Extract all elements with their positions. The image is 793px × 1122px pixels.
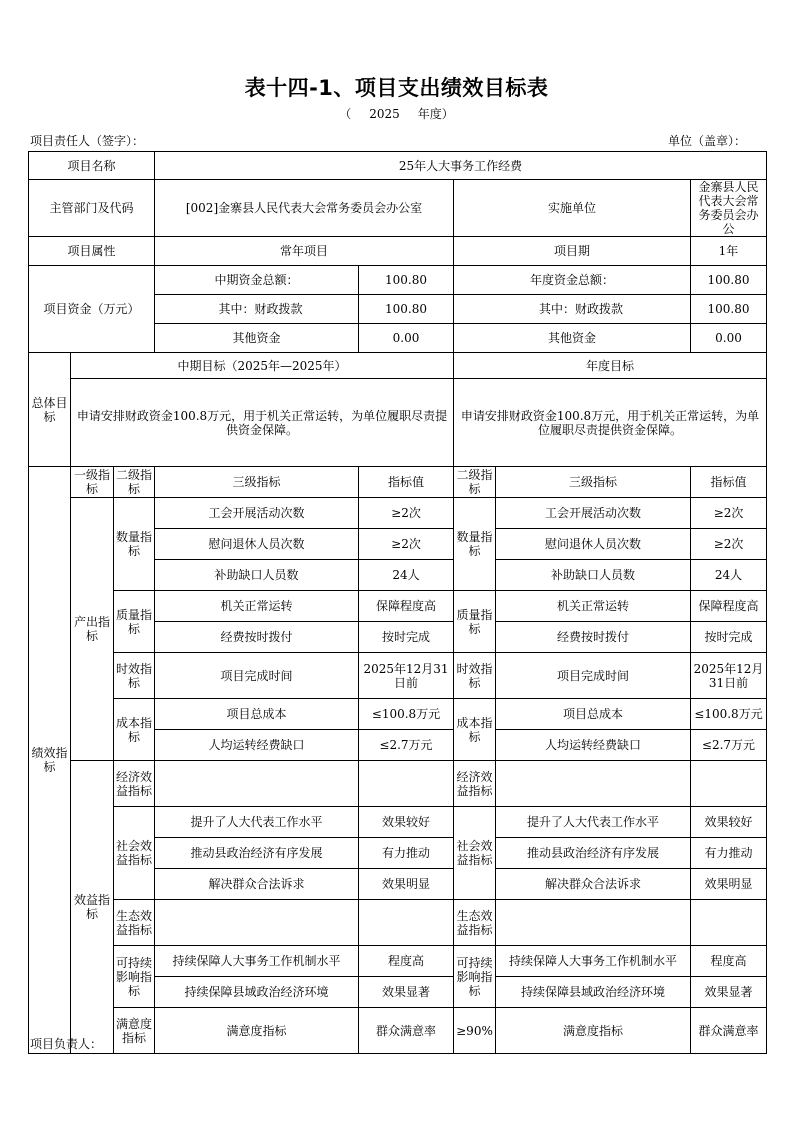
sat1-name: 群众满意率 xyxy=(359,1008,454,1054)
t1-value-year: 2025年12月31日前 xyxy=(691,653,767,699)
impl-unit-value: 金寨县人民代表大会常务委员会办公 xyxy=(691,180,767,237)
q2-name-year: 慰问退休人员次数 xyxy=(496,529,691,560)
q1-name-year: 工会开展活动次数 xyxy=(496,498,691,529)
q3-value: 24人 xyxy=(359,560,454,591)
ql2-name-year: 经费按时拨付 xyxy=(496,622,691,653)
output-indicator: 产出指标 xyxy=(71,498,114,761)
economic-empty-value-year xyxy=(691,761,767,807)
s3-value: 效果明显 xyxy=(359,869,454,900)
table-row xyxy=(29,180,767,237)
ecological-indicator: 生态效益指标 xyxy=(114,900,155,946)
sat1-name-year: 群众满意率 xyxy=(691,1008,767,1054)
s2-value: 有力推动 xyxy=(359,838,454,869)
table-row xyxy=(29,1008,767,1054)
project-period-value: 1年 xyxy=(691,237,767,266)
project-name-label: 项目名称 xyxy=(29,152,155,180)
ql2-value: 按时完成 xyxy=(359,622,454,653)
satisfaction-indicator-year: 满意度指标 xyxy=(496,1008,691,1054)
su2-name: 持续保障县域政治经济环境 xyxy=(155,977,359,1008)
economic-indicator: 经济效益指标 xyxy=(114,761,155,807)
table-row xyxy=(29,807,767,838)
quantity-indicator: 数量指标 xyxy=(114,498,155,591)
q1-name: 工会开展活动次数 xyxy=(155,498,359,529)
cost-indicator-year: 成本指标 xyxy=(454,699,496,761)
economic-empty-value xyxy=(359,761,454,807)
mid-other-label: 其他资金 xyxy=(155,324,359,353)
t1-name: 项目完成时间 xyxy=(155,653,359,699)
sustainable-indicator: 可持续影响指标 xyxy=(114,946,155,1008)
mid-total-label: 中期资金总额： xyxy=(155,266,359,295)
c2-value-year: ≤2.7万元 xyxy=(691,730,767,761)
year-fiscal-value: 100.80 xyxy=(691,295,767,324)
s3-name: 解决群众合法诉求 xyxy=(155,869,359,900)
c1-name-year: 项目总成本 xyxy=(496,699,691,730)
year-value: 2025 xyxy=(369,107,400,121)
q1-value-year: ≥2次 xyxy=(691,498,767,529)
c1-value-year: ≤100.8万元 xyxy=(691,699,767,730)
value-header-year: 指标值 xyxy=(691,467,767,498)
q3-value-year: 24人 xyxy=(691,560,767,591)
value-header: 指标值 xyxy=(359,467,454,498)
ql1-value: 保障程度高 xyxy=(359,591,454,622)
quality-indicator-year: 质量指标 xyxy=(454,591,496,653)
table-row xyxy=(29,946,767,977)
c1-name: 项目总成本 xyxy=(155,699,359,730)
table-row xyxy=(29,498,767,529)
table-row xyxy=(29,591,767,622)
ecological-indicator-year: 生态效益指标 xyxy=(454,900,496,946)
quality-indicator: 质量指标 xyxy=(114,591,155,653)
su1-value-year: 程度高 xyxy=(691,946,767,977)
ecological-empty-value-year xyxy=(691,900,767,946)
level2-header-year: 二级指标 xyxy=(454,467,496,498)
economic-empty-year xyxy=(496,761,691,807)
s2-name-year: 推动县政治经济有序发展 xyxy=(496,838,691,869)
ecological-empty-value xyxy=(359,900,454,946)
su2-name-year: 持续保障县域政治经济环境 xyxy=(496,977,691,1008)
ql1-name-year: 机关正常运转 xyxy=(496,591,691,622)
su1-value: 程度高 xyxy=(359,946,454,977)
overall-target-label: 总体目标 xyxy=(29,353,71,467)
level2-header: 二级指标 xyxy=(114,467,155,498)
sustainable-indicator-year: 可持续影响指标 xyxy=(454,946,496,1008)
project-attr-value: 常年项目 xyxy=(155,237,454,266)
social-indicator: 社会效益指标 xyxy=(114,807,155,900)
s2-name: 推动县政治经济有序发展 xyxy=(155,838,359,869)
table-row xyxy=(29,266,767,295)
year-target-text: 申请安排财政资金100.8万元，用于机关正常运转，为单位履职尽责提供资金保障。 xyxy=(454,379,767,467)
page-title: 表十四-1、项目支出绩效目标表 xyxy=(244,76,549,100)
year-target-header: 年度目标 xyxy=(454,353,767,379)
table-row xyxy=(29,900,767,946)
table-row xyxy=(29,353,767,379)
economic-empty xyxy=(155,761,359,807)
su2-value-year: 效果显著 xyxy=(691,977,767,1008)
timeliness-indicator-year: 时效指标 xyxy=(454,653,496,699)
responsible-person-label: 项目责任人（签字）： xyxy=(30,134,145,148)
mid-target-text: 申请安排财政资金100.8万元，用于机关正常运转，为单位履职尽责提供资金保障。 xyxy=(71,379,454,467)
ecological-empty-year xyxy=(496,900,691,946)
performance-target-table xyxy=(28,151,767,1054)
year-total-label: 年度资金总额： xyxy=(454,266,691,295)
table-row xyxy=(29,237,767,266)
table-row xyxy=(29,699,767,730)
c2-value: ≤2.7万元 xyxy=(359,730,454,761)
sat1-value: ≥90% xyxy=(454,1008,496,1054)
c2-name-year: 人均运转经费缺口 xyxy=(496,730,691,761)
year-close: 年度） xyxy=(417,107,454,121)
su1-name-year: 持续保障人大事务工作机制水平 xyxy=(496,946,691,977)
s2-value-year: 有力推动 xyxy=(691,838,767,869)
level3-header: 三级指标 xyxy=(155,467,359,498)
table-row xyxy=(29,653,767,699)
table-row xyxy=(29,761,767,807)
social-indicator-year: 社会效益指标 xyxy=(454,807,496,900)
q2-value-year: ≥2次 xyxy=(691,529,767,560)
year-open: （ xyxy=(339,107,352,121)
t1-value: 2025年12月31日前 xyxy=(359,653,454,699)
ql1-name: 机关正常运转 xyxy=(155,591,359,622)
q1-value: ≥2次 xyxy=(359,498,454,529)
q3-name-year: 补助缺口人员数 xyxy=(496,560,691,591)
s3-name-year: 解决群众合法诉求 xyxy=(496,869,691,900)
year-line xyxy=(0,105,793,122)
q2-value: ≥2次 xyxy=(359,529,454,560)
level1-header: 一级指标 xyxy=(71,467,114,498)
mid-fiscal-value: 100.80 xyxy=(359,295,454,324)
mid-total-value: 100.80 xyxy=(359,266,454,295)
cost-indicator: 成本指标 xyxy=(114,699,155,761)
ecological-empty xyxy=(155,900,359,946)
benefit-indicator: 效益指标 xyxy=(71,761,114,1054)
c2-name: 人均运转经费缺口 xyxy=(155,730,359,761)
c1-value: ≤100.8万元 xyxy=(359,699,454,730)
year-other-label: 其他资金 xyxy=(454,324,691,353)
ql2-name: 经费按时拨付 xyxy=(155,622,359,653)
performance-indicator-label: 绩效指标 xyxy=(29,467,71,1054)
dept-value: [002]金寨县人民代表大会常务委员会办公室 xyxy=(155,180,454,237)
quantity-indicator-year: 数量指标 xyxy=(454,498,496,591)
year-total-value: 100.80 xyxy=(691,266,767,295)
project-period-label: 项目期 xyxy=(454,237,691,266)
table-row xyxy=(29,467,767,498)
satisfaction-indicator-l2: 满意度指标 xyxy=(155,1008,359,1054)
q2-name: 慰问退休人员次数 xyxy=(155,529,359,560)
s3-value-year: 效果明显 xyxy=(691,869,767,900)
su2-value: 效果显著 xyxy=(359,977,454,1008)
project-leader-label: 项目负责人： xyxy=(30,1037,103,1051)
year-other-value: 0.00 xyxy=(691,324,767,353)
table-row xyxy=(29,152,767,180)
mid-other-value: 0.00 xyxy=(359,324,454,353)
unit-seal-label: 单位（盖章）： xyxy=(667,134,746,148)
su1-name: 持续保障人大事务工作机制水平 xyxy=(155,946,359,977)
ql1-value-year: 保障程度高 xyxy=(691,591,767,622)
s1-name-year: 提升了人大代表工作水平 xyxy=(496,807,691,838)
mid-fiscal-label: 其中：财政拨款 xyxy=(155,295,359,324)
project-attr-label: 项目属性 xyxy=(29,237,155,266)
timeliness-indicator: 时效指标 xyxy=(114,653,155,699)
q3-name: 补助缺口人员数 xyxy=(155,560,359,591)
level3-header-year: 三级指标 xyxy=(496,467,691,498)
t1-name-year: 项目完成时间 xyxy=(496,653,691,699)
table-row xyxy=(29,379,767,467)
impl-unit-label: 实施单位 xyxy=(454,180,691,237)
project-name-value: 25年人大事务工作经费 xyxy=(155,152,767,180)
s1-value: 效果较好 xyxy=(359,807,454,838)
ql2-value-year: 按时完成 xyxy=(691,622,767,653)
mid-target-header: 中期目标（2025年—2025年） xyxy=(71,353,454,379)
s1-name: 提升了人大代表工作水平 xyxy=(155,807,359,838)
economic-indicator-year: 经济效益指标 xyxy=(454,761,496,807)
fund-label: 项目资金（万元） xyxy=(29,266,155,353)
year-fiscal-label: 其中：财政拨款 xyxy=(454,295,691,324)
satisfaction-indicator-l1: 满意度指标 xyxy=(114,1008,155,1054)
dept-label: 主管部门及代码 xyxy=(29,180,155,237)
s1-value-year: 效果较好 xyxy=(691,807,767,838)
